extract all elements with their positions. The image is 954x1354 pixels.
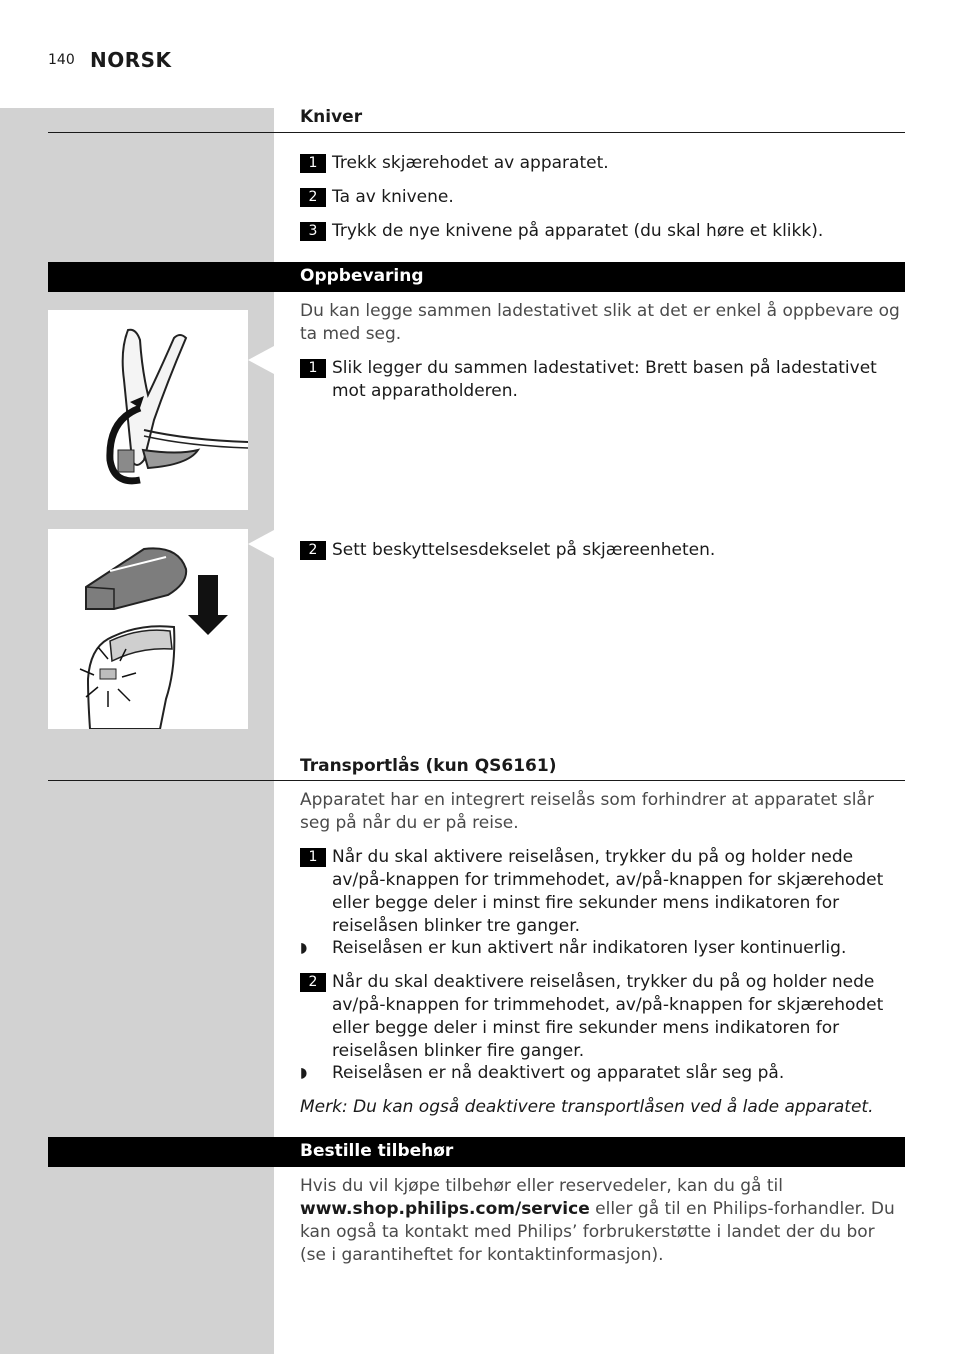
step-number: 2 — [300, 541, 326, 560]
oppbevaring-intro: Du kan legge sammen ladestativet slik at det er enkel å oppbevare og ta med seg. — [300, 301, 900, 344]
bestille-text — [300, 1175, 905, 1267]
heading-rule — [48, 780, 905, 781]
step-number: 2 — [300, 188, 326, 207]
bestille-text-after: eller gå til en Philips-forhandler. Du kan også ta kontakt med Philips’ forbrukerstøtte i landet der du bor (se i garantiheftet for kontaktinformasjon). — [300, 1199, 895, 1265]
folding-stand-drawing — [48, 310, 248, 510]
section-heading-transportlas: Transportlås (kun QS6161) — [300, 756, 557, 776]
step-text: Trekk skjærehodet av apparatet. — [332, 153, 609, 173]
illustration-pointer — [248, 530, 274, 558]
folding-stand-illustration — [48, 310, 248, 510]
step-kniver-3 — [300, 220, 905, 243]
step-text: Når du skal deaktivere reiselåsen, trykker du på og holder nede av/på-knappen for trimmehodet, av/på-knappen for skjærehodet eller begge deler i minst fire sekunder mens indikatoren for reiselåsen blinker fire ganger. — [332, 972, 884, 1061]
bullet-icon: ◗ — [300, 940, 308, 956]
step-oppbevaring-1 — [300, 357, 905, 403]
section-bar-bestille — [48, 1137, 905, 1167]
step-number: 3 — [300, 222, 326, 241]
sidebar-gray-band — [0, 108, 274, 1354]
step-kniver-1 — [300, 152, 905, 175]
bullet-icon: ◗ — [300, 1065, 308, 1081]
step-text: Slik legger du sammen ladestativet: Brett basen på ladestativet mot apparatholderen. — [332, 358, 877, 401]
bullet-text: Reiselåsen er nå deaktivert og apparatet slår seg på. — [332, 1063, 785, 1083]
bullet-transportlas-2 — [300, 1062, 905, 1085]
step-kniver-2 — [300, 186, 905, 209]
illustration-pointer — [248, 346, 274, 374]
protection-cap-drawing — [48, 529, 248, 729]
page-language-title: NORSK — [90, 48, 172, 72]
section-title: Oppbevaring — [300, 266, 424, 286]
step-number: 1 — [300, 848, 326, 867]
bestille-text-before: Hvis du vil kjøpe tilbehør eller reservedeler, kan du gå til — [300, 1176, 783, 1196]
section-heading-kniver: Kniver — [300, 107, 363, 127]
step-text: Sett beskyttelsesdekselet på skjæreenheten. — [332, 540, 716, 560]
step-oppbevaring-2 — [300, 539, 905, 562]
step-text: Trykk de nye knivene på apparatet (du skal høre et klikk). — [332, 221, 824, 241]
section-bar-oppbevaring — [48, 262, 905, 292]
step-transportlas-1 — [300, 846, 905, 938]
page-number: 140 — [48, 52, 75, 68]
step-text: Når du skal aktivere reiselåsen, trykker du på og holder nede av/på-knappen for trimmehodet, av/på-knappen for skjærehodet eller begge deler i minst fire sekunder mens indikatoren for reiselåsen blinker tre ganger. — [332, 847, 884, 936]
protection-cap-illustration — [48, 529, 248, 729]
step-number: 1 — [300, 154, 326, 173]
section-title: Bestille tilbehør — [300, 1141, 454, 1161]
step-number: 1 — [300, 359, 326, 378]
transportlas-intro: Apparatet har en integrert reiselås som forhindrer at apparatet slår seg på når du er på reise. — [300, 790, 874, 833]
step-number: 2 — [300, 973, 326, 992]
shop-link[interactable]: www.shop.philips.com/service — [300, 1199, 590, 1219]
transportlas-note: Merk: Du kan også deaktivere transportlåsen ved å lade apparatet. — [300, 1097, 874, 1117]
heading-rule — [48, 132, 905, 133]
bullet-transportlas-1 — [300, 937, 905, 960]
bullet-text: Reiselåsen er kun aktivert når indikatoren lyser kontinuerlig. — [332, 938, 847, 958]
step-text: Ta av knivene. — [332, 187, 454, 207]
step-transportlas-2 — [300, 971, 905, 1063]
